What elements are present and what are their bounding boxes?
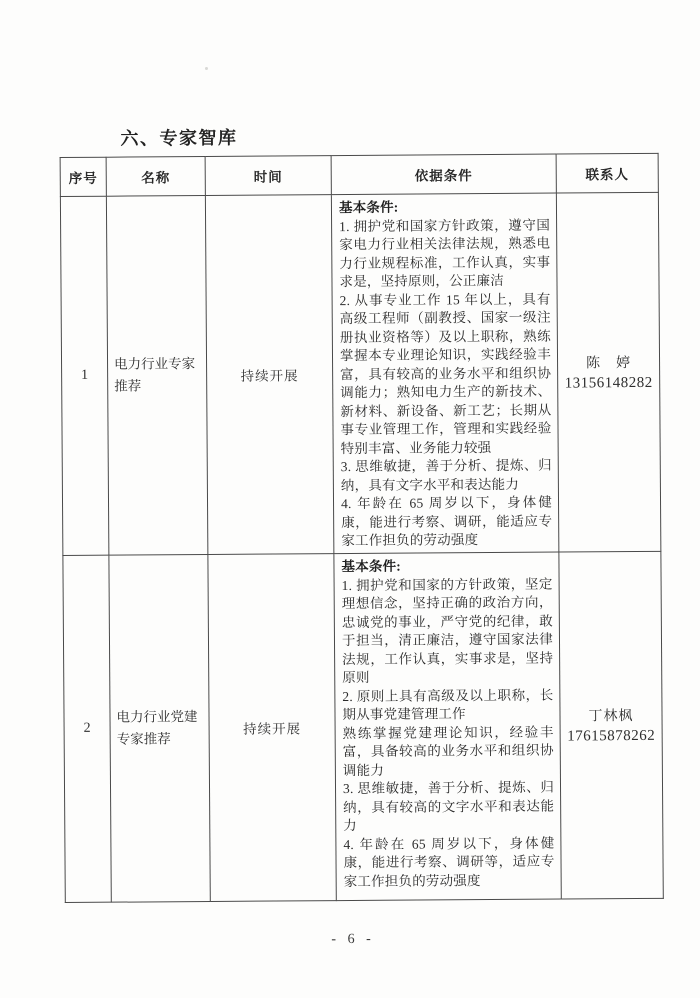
contact-phone: 17615878262: [567, 727, 656, 745]
criteria-heading: 基本条件:: [341, 558, 402, 575]
row2-name: 电力行业党建专家推荐: [109, 554, 210, 902]
row1-time: 持续开展: [205, 195, 334, 555]
row2-no: 2: [63, 555, 111, 902]
row1-contact: [556, 192, 661, 552]
row1-criteria: [331, 193, 559, 554]
scan-noise-speck: [205, 67, 208, 70]
header-name: 名称: [106, 157, 205, 197]
criteria-item: 2. 从事专业工作 15 年以上，具有高级工程师（副教授、国家一级注册执业资格等）及以上职称，熟练掌握本专业理论知识，实践经验丰富，具有较高的业务水平和组织协调能力；熟知电力生产的新技术、新材料、新设备、新工艺；长期从事专业管理工作，管理和实践经验特别丰富、业务能力较强: [339, 291, 552, 456]
criteria-item: 4. 年龄在 65 周岁以下，身体健康，能进行考察、调研，能适应专家工作担负的劳动强度: [340, 494, 553, 549]
header-time: 时间: [205, 156, 331, 196]
row2-criteria: [334, 552, 561, 901]
contact-name: 丁林枫: [588, 709, 634, 725]
page-number: - 6 -: [331, 931, 375, 948]
criteria-item: 1. 拥护党和国家的方针政策，坚定理想信念，坚持正确的政治方向，忠诚党的事业，严守党的纪律，敢于担当，清正廉洁，遵守国家法律法规，工作认真，实事求是，坚持原则: [341, 576, 554, 686]
row2-contact: [559, 551, 663, 899]
contact-name: 陈 婷: [586, 356, 632, 372]
table-row-1: [60, 192, 660, 555]
criteria-item: 熟练掌握党建理论知识，经验丰富，具备较高的业务水平和组织协调能力: [342, 724, 554, 778]
section-title: 六、专家智库: [120, 127, 238, 149]
expert-table: [60, 153, 664, 903]
table-header-row: [60, 153, 658, 196]
header-no: 序号: [60, 157, 106, 196]
criteria-item: 1. 拥护党和国家方针政策，遵守国家电力行业相关法律法规，熟悉电力行业规程标准，工作认真，实事求是，坚持原则，公正廉洁: [339, 217, 551, 290]
criteria-item: 3. 思维敏捷，善于分析、提炼、归纳，具有较高的文字水平和表达能力: [342, 779, 555, 834]
criteria-item: 2. 原则上具有高级及以上职称，长期从事党建管理工作: [342, 687, 554, 723]
header-criteria: 依据条件: [331, 154, 556, 195]
row1-name: 电力行业专家推荐: [106, 196, 208, 556]
contact-phone: 13156148282: [564, 374, 653, 392]
criteria-item: 3. 思维敏捷，善于分析、提炼、归纳，具有文字水平和表达能力: [340, 457, 552, 493]
header-contact: 联系人: [556, 153, 658, 193]
criteria-heading: 基本条件:: [338, 199, 399, 216]
criteria-item: 4. 年龄在 65 周岁以下，身体健康，能进行考察、调研等，适应专家工作担负的劳动强度: [343, 835, 555, 889]
table-row-2: [63, 551, 663, 902]
row2-time: 持续开展: [208, 554, 336, 902]
row1-no: 1: [60, 196, 109, 555]
